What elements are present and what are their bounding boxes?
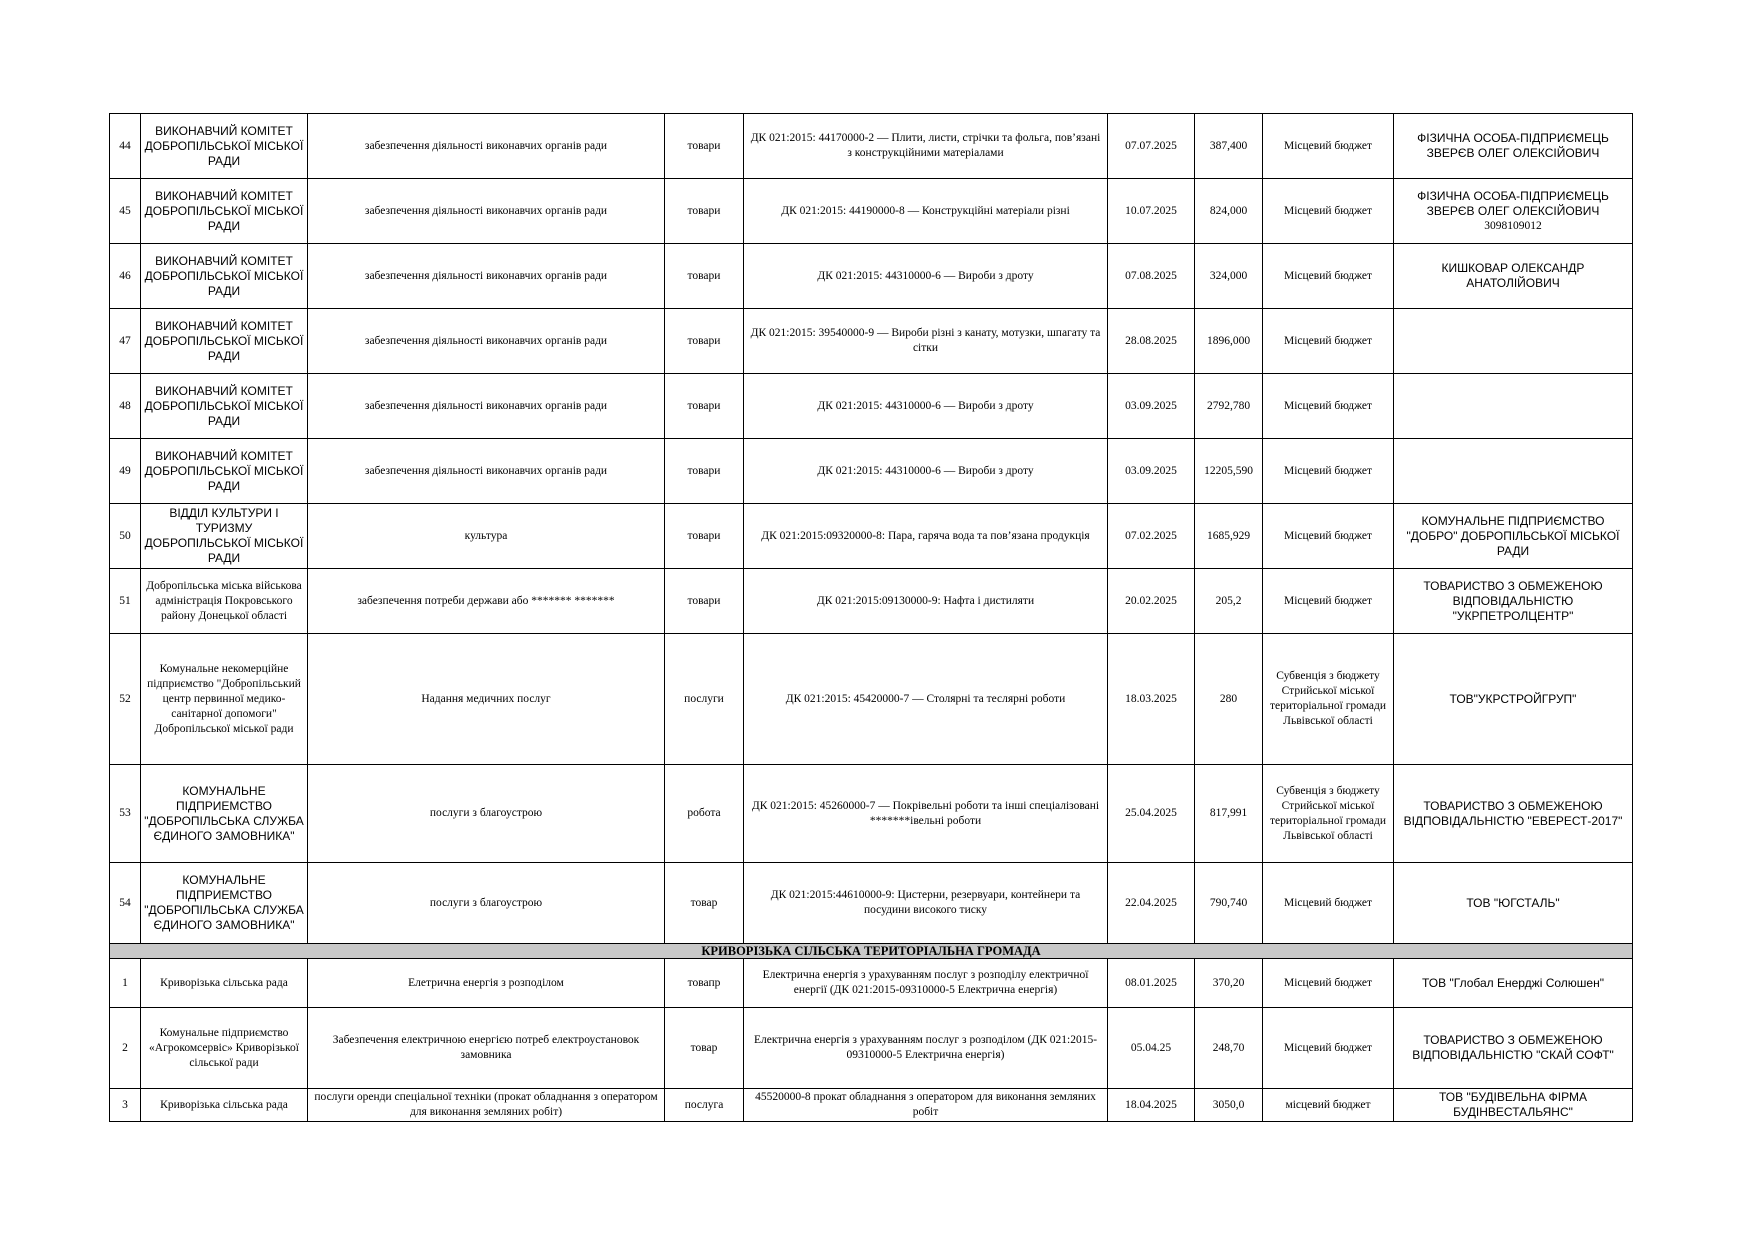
date-cell: 08.01.2025 bbox=[1108, 959, 1195, 1008]
type-cell: товари bbox=[665, 504, 744, 569]
supplier-tax-id: 3098109012 bbox=[1484, 219, 1542, 232]
row-number: 53 bbox=[110, 765, 141, 863]
supplier-cell: КОМУНАЛЬНЕ ПІДПРИЄМСТВО "ДОБРО" ДОБРОПІЛЬСЬКОЇ МІСЬКОЇ РАДИ bbox=[1394, 504, 1633, 569]
table-row bbox=[110, 959, 1633, 1008]
date-cell: 07.07.2025 bbox=[1108, 114, 1195, 179]
source-cell: Місцевий бюджет bbox=[1263, 959, 1394, 1008]
code-cell: ДК 021:2015:09130000-9: Нафта і дистиляти bbox=[744, 569, 1108, 634]
row-number: 51 bbox=[110, 569, 141, 634]
section-title: КРИВОРІЗЬКА СІЛЬСЬКА ТЕРИТОРІАЛЬНА ГРОМАДА bbox=[110, 944, 1633, 959]
purpose-cell: забезпечення діяльності виконавчих органів ради bbox=[308, 309, 665, 374]
table-row bbox=[110, 179, 1633, 244]
customer-cell: ВИКОНАВЧИЙ КОМІТЕТ ДОБРОПІЛЬСЬКОЇ МІСЬКОЇ РАДИ bbox=[141, 374, 308, 439]
customer-cell: ВИКОНАВЧИЙ КОМІТЕТ ДОБРОПІЛЬСЬКОЇ МІСЬКОЇ РАДИ bbox=[141, 439, 308, 504]
amount-cell: 1896,000 bbox=[1195, 309, 1263, 374]
table-row bbox=[110, 863, 1633, 944]
supplier-cell: ТОВАРИСТВО З ОБМЕЖЕНОЮ ВІДПОВІДАЛЬНІСТЮ "УКРПЕТРОЛЦЕНТР" bbox=[1394, 569, 1633, 634]
row-number: 52 bbox=[110, 634, 141, 765]
customer-cell: Криворізька сільська рада bbox=[141, 1089, 308, 1122]
procurement-table bbox=[109, 113, 1633, 1122]
purpose-cell: Забезпечення електричною енергією потреб електроустановок замовника bbox=[308, 1008, 665, 1089]
date-cell: 07.08.2025 bbox=[1108, 244, 1195, 309]
amount-cell: 205,2 bbox=[1195, 569, 1263, 634]
table-row bbox=[110, 1089, 1633, 1122]
customer-cell: Криворізька сільська рада bbox=[141, 959, 308, 1008]
source-cell: місцевий бюджет bbox=[1263, 1089, 1394, 1122]
supplier-cell bbox=[1394, 309, 1633, 374]
supplier-cell bbox=[1394, 374, 1633, 439]
customer-cell: ВИКОНАВЧИЙ КОМІТЕТ ДОБРОПІЛЬСЬКОЇ МІСЬКОЇ РАДИ bbox=[141, 114, 308, 179]
source-cell: Місцевий бюджет bbox=[1263, 1008, 1394, 1089]
customer-cell: ВИКОНАВЧИЙ КОМІТЕТ ДОБРОПІЛЬСЬКОЇ МІСЬКОЇ РАДИ bbox=[141, 179, 308, 244]
date-cell: 25.04.2025 bbox=[1108, 765, 1195, 863]
table-row bbox=[110, 114, 1633, 179]
row-number: 44 bbox=[110, 114, 141, 179]
supplier-cell: КИШКОВАР ОЛЕКСАНДР АНАТОЛІЙОВИЧ bbox=[1394, 244, 1633, 309]
source-cell: Місцевий бюджет bbox=[1263, 439, 1394, 504]
amount-cell: 817,991 bbox=[1195, 765, 1263, 863]
amount-cell: 324,000 bbox=[1195, 244, 1263, 309]
date-cell: 20.02.2025 bbox=[1108, 569, 1195, 634]
code-cell: Електрична енергія з урахуванням послуг з розподілу електричної енергії (ДК 021:2015-09310000-5 Електрична енергія) bbox=[744, 959, 1108, 1008]
table-row bbox=[110, 765, 1633, 863]
supplier-cell: ФІЗИЧНА ОСОБА-ПІДПРИЄМЕЦЬ ЗВЕРЄВ ОЛЕГ ОЛЕКСІЙОВИЧ bbox=[1394, 114, 1633, 179]
type-cell: товари bbox=[665, 439, 744, 504]
code-cell: Електрична енергія з урахуванням послуг з розподілом (ДК 021:2015-09310000-5 Електрична енергія) bbox=[744, 1008, 1108, 1089]
table-row bbox=[110, 374, 1633, 439]
type-cell: товар bbox=[665, 863, 744, 944]
amount-cell: 2792,780 bbox=[1195, 374, 1263, 439]
source-cell: Місцевий бюджет bbox=[1263, 374, 1394, 439]
date-cell: 05.04.25 bbox=[1108, 1008, 1195, 1089]
source-cell: Місцевий бюджет bbox=[1263, 569, 1394, 634]
amount-cell: 387,400 bbox=[1195, 114, 1263, 179]
code-cell: ДК 021:2015: 44190000-8 — Конструкційні матеріали різні bbox=[744, 179, 1108, 244]
amount-cell: 3050,0 bbox=[1195, 1089, 1263, 1122]
date-cell: 22.04.2025 bbox=[1108, 863, 1195, 944]
customer-cell: Комунальне некомерційне підприємство "Добропільський центр первинної медико-санітарної допомоги" Добропільської міської ради bbox=[141, 634, 308, 765]
table-row bbox=[110, 1008, 1633, 1089]
row-number: 49 bbox=[110, 439, 141, 504]
customer-cell: КОМУНАЛЬНЕ ПІДПРИЕМСТВО "ДОБРОПІЛЬСЬКА СЛУЖБА ЄДИНОГО ЗАМОВНИКА" bbox=[141, 765, 308, 863]
supplier-cell bbox=[1394, 179, 1633, 244]
table-row bbox=[110, 439, 1633, 504]
row-number: 54 bbox=[110, 863, 141, 944]
row-number: 45 bbox=[110, 179, 141, 244]
source-cell: Місцевий бюджет bbox=[1263, 179, 1394, 244]
purpose-cell: послуги оренди спеціальної техніки (прокат обладнання з оператором для виконання земляних робіт) bbox=[308, 1089, 665, 1122]
supplier-name: ФІЗИЧНА ОСОБА-ПІДПРИЄМЕЦЬ ЗВЕРЄВ ОЛЕГ ОЛЕКСІЙОВИЧ bbox=[1417, 188, 1609, 218]
amount-cell: 248,70 bbox=[1195, 1008, 1263, 1089]
supplier-cell bbox=[1394, 439, 1633, 504]
purpose-cell: Надання медичних послуг bbox=[308, 634, 665, 765]
purpose-cell: забезпечення діяльності виконавчих органів ради bbox=[308, 439, 665, 504]
row-number: 3 bbox=[110, 1089, 141, 1122]
row-number: 47 bbox=[110, 309, 141, 374]
type-cell: товари bbox=[665, 374, 744, 439]
source-cell: Місцевий бюджет bbox=[1263, 309, 1394, 374]
section-header-row bbox=[110, 944, 1633, 959]
customer-cell: ВИКОНАВЧИЙ КОМІТЕТ ДОБРОПІЛЬСЬКОЇ МІСЬКОЇ РАДИ bbox=[141, 244, 308, 309]
amount-cell: 280 bbox=[1195, 634, 1263, 765]
customer-cell: ВИКОНАВЧИЙ КОМІТЕТ ДОБРОПІЛЬСЬКОЇ МІСЬКОЇ РАДИ bbox=[141, 309, 308, 374]
type-cell: робота bbox=[665, 765, 744, 863]
date-cell: 10.07.2025 bbox=[1108, 179, 1195, 244]
type-cell: товари bbox=[665, 569, 744, 634]
code-cell: 45520000-8 прокат обладнання з оператором для виконання земляних робіт bbox=[744, 1089, 1108, 1122]
code-cell: ДК 021:2015: 39540000-9 — Вироби різні з канату, мотузки, шпагату та сітки bbox=[744, 309, 1108, 374]
code-cell: ДК 021:2015: 44310000-6 — Вироби з дроту bbox=[744, 439, 1108, 504]
amount-cell: 370,20 bbox=[1195, 959, 1263, 1008]
table-row bbox=[110, 244, 1633, 309]
type-cell: послуга bbox=[665, 1089, 744, 1122]
type-cell: товари bbox=[665, 309, 744, 374]
source-cell: Місцевий бюджет bbox=[1263, 863, 1394, 944]
amount-cell: 824,000 bbox=[1195, 179, 1263, 244]
source-cell: Місцевий бюджет bbox=[1263, 244, 1394, 309]
purpose-cell: забезпечення діяльності виконавчих органів ради bbox=[308, 244, 665, 309]
code-cell: ДК 021:2015: 45260000-7 — Покрівельні роботи та інші спеціалізовані *******івельні роботи bbox=[744, 765, 1108, 863]
table-row bbox=[110, 504, 1633, 569]
code-cell: ДК 021:2015: 45420000-7 — Столярні та теслярні роботи bbox=[744, 634, 1108, 765]
row-number: 50 bbox=[110, 504, 141, 569]
supplier-cell: ТОВ "ЮГСТАЛЬ" bbox=[1394, 863, 1633, 944]
purpose-cell: послуги з благоустрою bbox=[308, 863, 665, 944]
source-cell: Субвенція з бюджету Стрийської міської територіальної громади Львівської області bbox=[1263, 634, 1394, 765]
table-row bbox=[110, 634, 1633, 765]
row-number: 2 bbox=[110, 1008, 141, 1089]
supplier-cell: ТОВАРИСТВО З ОБМЕЖЕНОЮ ВІДПОВІДАЛЬНІСТЮ "СКАЙ СОФТ" bbox=[1394, 1008, 1633, 1089]
customer-cell: Добропільська міська військова адміністрація Покровського району Донецької області bbox=[141, 569, 308, 634]
type-cell: товари bbox=[665, 179, 744, 244]
date-cell: 28.08.2025 bbox=[1108, 309, 1195, 374]
purpose-cell: забезпечення діяльності виконавчих органів ради bbox=[308, 114, 665, 179]
date-cell: 07.02.2025 bbox=[1108, 504, 1195, 569]
row-number: 48 bbox=[110, 374, 141, 439]
supplier-cell: ТОВАРИСТВО З ОБМЕЖЕНОЮ ВІДПОВІДАЛЬНІСТЮ "ЕВЕРЕСТ-2017" bbox=[1394, 765, 1633, 863]
row-number: 1 bbox=[110, 959, 141, 1008]
type-cell: товапр bbox=[665, 959, 744, 1008]
supplier-cell: ТОВ "Глобал Енерджі Солюшен" bbox=[1394, 959, 1633, 1008]
date-cell: 03.09.2025 bbox=[1108, 374, 1195, 439]
source-cell: Місцевий бюджет bbox=[1263, 114, 1394, 179]
amount-cell: 1685,929 bbox=[1195, 504, 1263, 569]
code-cell: ДК 021:2015:44610000-9: Цистерни, резервуари, контейнери та посудини високого тиску bbox=[744, 863, 1108, 944]
purpose-cell: Елетрична енергія з розподілом bbox=[308, 959, 665, 1008]
customer-cell: ВІДДІЛ КУЛЬТУРИ І ТУРИЗМУ ДОБРОПІЛЬСЬКОЇ МІСЬКОЇ РАДИ bbox=[141, 504, 308, 569]
customer-cell: КОМУНАЛЬНЕ ПІДПРИЕМСТВО "ДОБРОПІЛЬСЬКА СЛУЖБА ЄДИНОГО ЗАМОВНИКА" bbox=[141, 863, 308, 944]
code-cell: ДК 021:2015: 44310000-6 — Вироби з дроту bbox=[744, 244, 1108, 309]
supplier-cell: ТОВ"УКРСТРОЙГРУП" bbox=[1394, 634, 1633, 765]
table-row bbox=[110, 309, 1633, 374]
type-cell: товари bbox=[665, 114, 744, 179]
purpose-cell: забезпечення діяльності виконавчих органів ради bbox=[308, 374, 665, 439]
type-cell: товар bbox=[665, 1008, 744, 1089]
table-row bbox=[110, 569, 1633, 634]
source-cell: Місцевий бюджет bbox=[1263, 504, 1394, 569]
purpose-cell: забезпечення потреби держави або ******* ******* bbox=[308, 569, 665, 634]
type-cell: товари bbox=[665, 244, 744, 309]
amount-cell: 12205,590 bbox=[1195, 439, 1263, 504]
type-cell: послуги bbox=[665, 634, 744, 765]
code-cell: ДК 021:2015: 44170000-2 — Плити, листи, стрічки та фольга, пов’язані з конструкційними матеріалами bbox=[744, 114, 1108, 179]
source-cell: Субвенція з бюджету Стрийської міської територіальної громади Львівської області bbox=[1263, 765, 1394, 863]
date-cell: 18.03.2025 bbox=[1108, 634, 1195, 765]
purpose-cell: послуги з благоустрою bbox=[308, 765, 665, 863]
customer-cell: Комунальне підприємство «Агрокомсервіс» Криворізької сільської ради bbox=[141, 1008, 308, 1089]
amount-cell: 790,740 bbox=[1195, 863, 1263, 944]
date-cell: 03.09.2025 bbox=[1108, 439, 1195, 504]
supplier-cell: ТОВ "БУДІВЕЛЬНА ФІРМА БУДІНВЕСТАЛЬЯНС" bbox=[1394, 1089, 1633, 1122]
code-cell: ДК 021:2015:09320000-8: Пара, гаряча вода та пов’язана продукція bbox=[744, 504, 1108, 569]
row-number: 46 bbox=[110, 244, 141, 309]
date-cell: 18.04.2025 bbox=[1108, 1089, 1195, 1122]
purpose-cell: забезпечення діяльності виконавчих органів ради bbox=[308, 179, 665, 244]
purpose-cell: культура bbox=[308, 504, 665, 569]
code-cell: ДК 021:2015: 44310000-6 — Вироби з дроту bbox=[744, 374, 1108, 439]
